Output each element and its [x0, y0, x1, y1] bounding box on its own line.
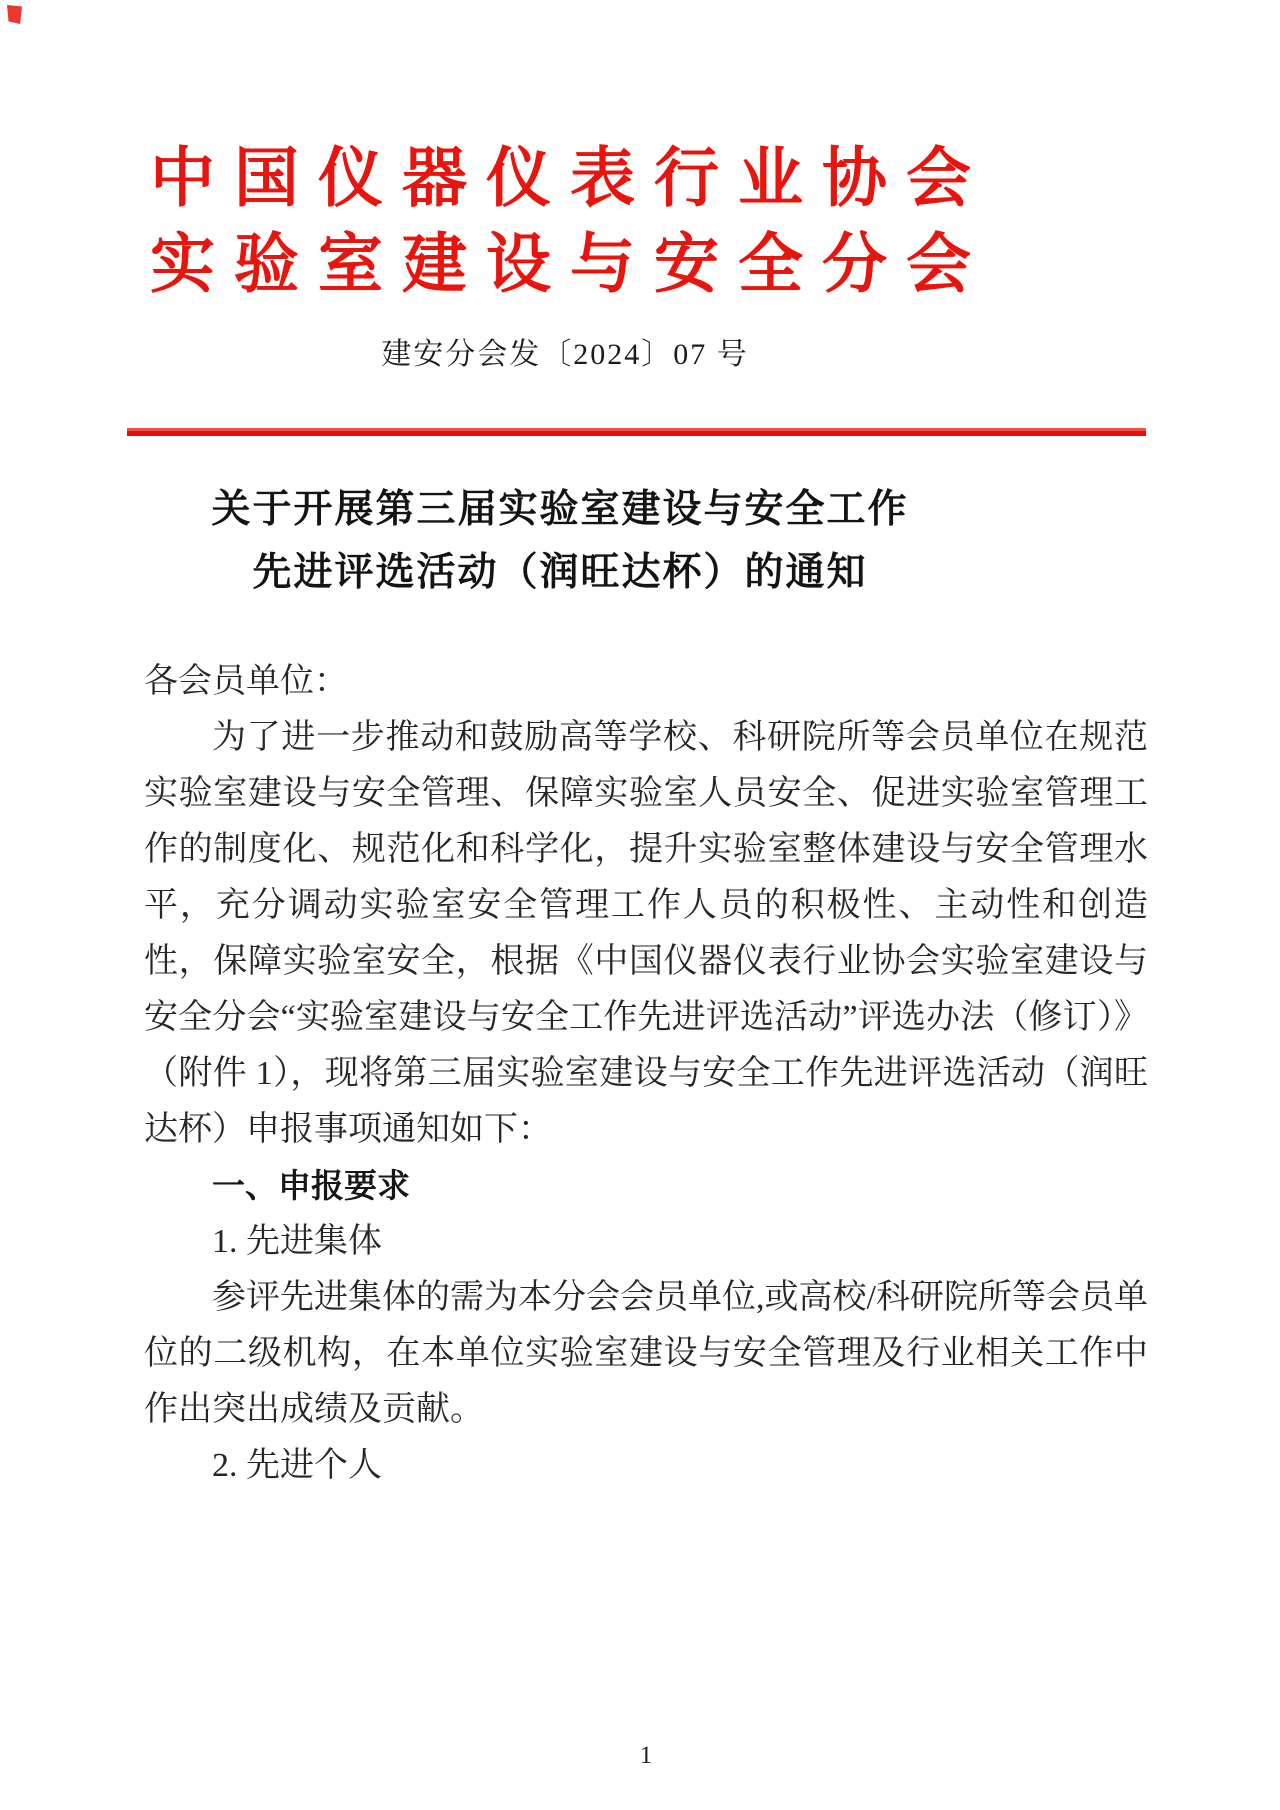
intro-paragraph: 为了进一步推动和鼓励高等学校、科研院所等会员单位在规范实验室建设与安全管理、保障实验室人员安全、促进实验室管理工作的制度化、规范化和科学化，提升实验室整体建设与安全管理水平，充分调动实验室安全管理工作人员的积极性、主动性和创造性，保障实验室安全，根据《中国仪器仪表行业协会实验室建设与安全分会“实验室建设与安全工作先进评选活动”评选办法（修订）》（附件 1），现将第三届实验室建设与安全工作先进评选活动（润旺达杯）申报事项通知如下：	[144, 719, 1148, 1148]
item-1-paragraph: 参评先进集体的需为本分会会员单位,或高校/科研院所等会员单位的二级机构，在本单位实验室建设与安全管理及行业相关工作中作出突出成绩及贡献。	[144, 1279, 1148, 1428]
red-divider	[127, 428, 1146, 436]
red-divider-dark-band	[127, 431, 1146, 436]
salutation: 各会员单位：	[144, 663, 348, 700]
notice-title	[0, 478, 1120, 604]
notice-title-line2: 先进评选活动（润旺达杯）的通知	[252, 551, 868, 594]
notice-title-line1: 关于开展第三届实验室建设与安全工作	[211, 488, 909, 531]
doc-number: 建安分会发〔2024〕07 号	[381, 338, 749, 371]
notice-body	[144, 654, 1148, 1494]
section-1-heading: 一、申报要求	[212, 1167, 410, 1204]
scan-artifact	[7, 5, 22, 24]
org-name-line1: 中国仪器仪表行业协会	[150, 143, 991, 215]
org-name-line2: 实验室建设与安全分会	[150, 229, 991, 301]
item-2-title: 2. 先进个人	[212, 1447, 382, 1484]
item-1-title: 1. 先进集体	[212, 1223, 382, 1260]
page-number: 1	[639, 1742, 653, 1769]
letterhead	[150, 136, 1280, 308]
